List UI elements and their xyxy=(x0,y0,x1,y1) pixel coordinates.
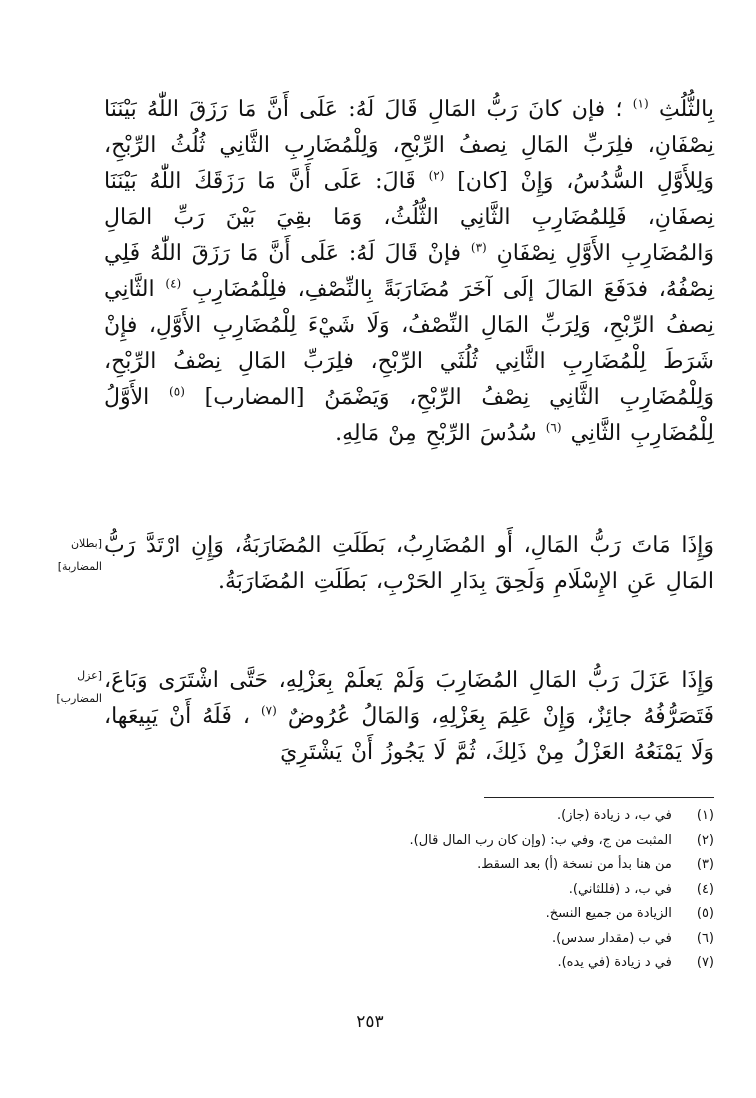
text-run: قَالَ: عَلَى أَنَّ مَا رَزَقَكَ اللّٰهُ بَيْنَنَا نِصفَانِ، فَلِلمُضَارِبِ الثَّانِي الثُّلُثُ، وَمَا بقِيَ بَيْنَ رَبِّ المَالِ وَالمُضَارِبِ الأَوَّلِ نِصْفَانِ xyxy=(104,169,714,266)
text-run: فإنْ قَالَ لَهُ: عَلَى أَنَّ مَا رَزَقَ اللّٰهُ فَلِي نِصْفُهُ، فدَفَعَ المَالَ إلَى آخَرَ مُضَارَبَةً بِالنِّصْفِ، فلِلْمُضَارِبِ xyxy=(104,241,715,302)
footnote-item xyxy=(440,878,714,903)
side-heading-line: [عزل xyxy=(77,669,102,682)
text-run: ؛ فإن كانَ رَبُّ المَالِ قَالَ لَهُ: عَلَى أَنَّ مَا رَزَقَ اللّٰهُ بَيْنَنَا نِصْفَانِ، فلِرَبِّ المَالِ نِصفُ الرِّبْحِ، وَلِلْمُضَارِبِ الثَّانِي ثُلُثُ الرِّبْحِ، وَلِلأَوَّلِ السُّدُسُ، وَإِنْ [كان] xyxy=(104,97,714,194)
footnote-number: (٧) xyxy=(696,955,714,970)
footnote-item xyxy=(440,853,714,878)
paragraph-mudaraba-profit-shares xyxy=(104,92,714,452)
side-heading-line: المضارب] xyxy=(56,692,102,705)
text-run: بِالثُّلُثِ xyxy=(658,97,714,122)
footnote-marker: (٥) xyxy=(169,384,185,399)
footnote-marker: (٣) xyxy=(470,240,487,255)
footnote-text: المثبت من ج، وفي ب: (وإن كان رب المال قال). xyxy=(409,832,672,848)
footnote-item xyxy=(440,804,714,829)
side-heading-line: المضاربة] xyxy=(57,560,102,573)
footnote-text: في ب، د زيادة (جاز). xyxy=(557,808,672,823)
paragraph-dismissal-of-agent xyxy=(104,663,714,771)
text-run: الأَوَّلُ لِلْمُضَارِبِ الثَّانِي xyxy=(104,385,714,446)
text-run: ، فَلَهُ أَنْ يَبِيعَها، وَلَا يَمْنَعُهُ العَزْلُ مِنْ ذَلِكَ، ثُمَّ لَا يَجُوزُ أَنْ يَشْتَرِيَ xyxy=(104,704,714,765)
footnote-marker: (٧) xyxy=(260,703,277,718)
footnote-text: في ب (مقدار سدس). xyxy=(552,930,672,946)
side-heading-end-of-mudaraba xyxy=(22,532,102,578)
footnote-text: في ب، د (فللثاني). xyxy=(568,881,672,897)
footnote-number: (٦) xyxy=(696,930,714,946)
text-run: وَإِذَا مَاتَ رَبُّ المَالِ، أَو المُضَارِبُ، بَطَلَتِ المُضَارَبَةُ، وَإِنِ ارْتَدَّ رَبُّ المَالِ عَنِ الإِسْلَامِ وَلَحِقَ بِدَارِ الحَرْبِ، بَطَلَتِ المُضَارَبَةُ. xyxy=(104,533,714,594)
footnotes-list xyxy=(409,804,714,976)
text-run: وَإِذَا عَزَلَ رَبُّ المَالِ المُضَارِبَ وَلَمْ يَعلَمْ بِعَزْلِهِ، حَتَّى اشْتَرَى وَبَاعَ، فَتَصَرُّفُهُ جائِزٌ، وَإِنْ عَلِمَ بِعَزْلِهِ، وَالمَالُ عُرُوضٌ xyxy=(104,668,714,729)
footnote-marker: (٤) xyxy=(165,276,182,291)
side-heading-line: [بطلان xyxy=(70,537,102,550)
footnote-number: (١) xyxy=(696,808,714,823)
footnote-number: (٢) xyxy=(696,832,714,848)
footnote-text: من هنا بدأ من نسخة (أ) بعد السقط. xyxy=(477,857,672,872)
footnote-item xyxy=(440,951,714,976)
footnote-marker: (٦) xyxy=(545,420,562,435)
footnote-item xyxy=(440,902,714,927)
footnote-text: في د زيادة (في يده). xyxy=(557,955,672,970)
page-number: ٢٥٣ xyxy=(356,1012,384,1032)
footnote-number: (٣) xyxy=(696,857,714,872)
paragraph-end-of-mudaraba xyxy=(104,528,714,600)
text-run: سُدُسَ الرِّبْحِ مِنْ مَالِهِ. xyxy=(335,421,537,446)
footnote-item xyxy=(440,927,714,952)
text-run: الثَّانِي نِصفُ الرِّبْحِ، وَلِرَبِّ المَالِ النِّصْفُ، وَلَا شَيْءَ لِلْمُضَارِبِ الأَوَّلِ، فإِنْ شَرَطَ لِلْمُضَارِبِ الثَّانِي ثُلُثَي الرِّبْحِ، فلِرَبِّ المَالِ نِصْفُ الرِّبْحِ، وَلِلْمُضَارِبِ الثَّانِي نِصْفُ الرِّبْحِ، وَيَضْمَنُ [المضارب] xyxy=(104,277,714,410)
footnote-marker: (٢) xyxy=(428,168,445,183)
footnote-number: (٤) xyxy=(696,881,714,897)
footnote-separator-rule xyxy=(484,797,714,798)
footnote-marker: (١) xyxy=(632,96,649,111)
footnote-item xyxy=(409,829,714,854)
footnote-text: الزيادة من جميع النسخ. xyxy=(545,906,672,921)
side-heading-dismissal-of-agent xyxy=(22,664,102,710)
footnote-number: (٥) xyxy=(696,906,714,921)
